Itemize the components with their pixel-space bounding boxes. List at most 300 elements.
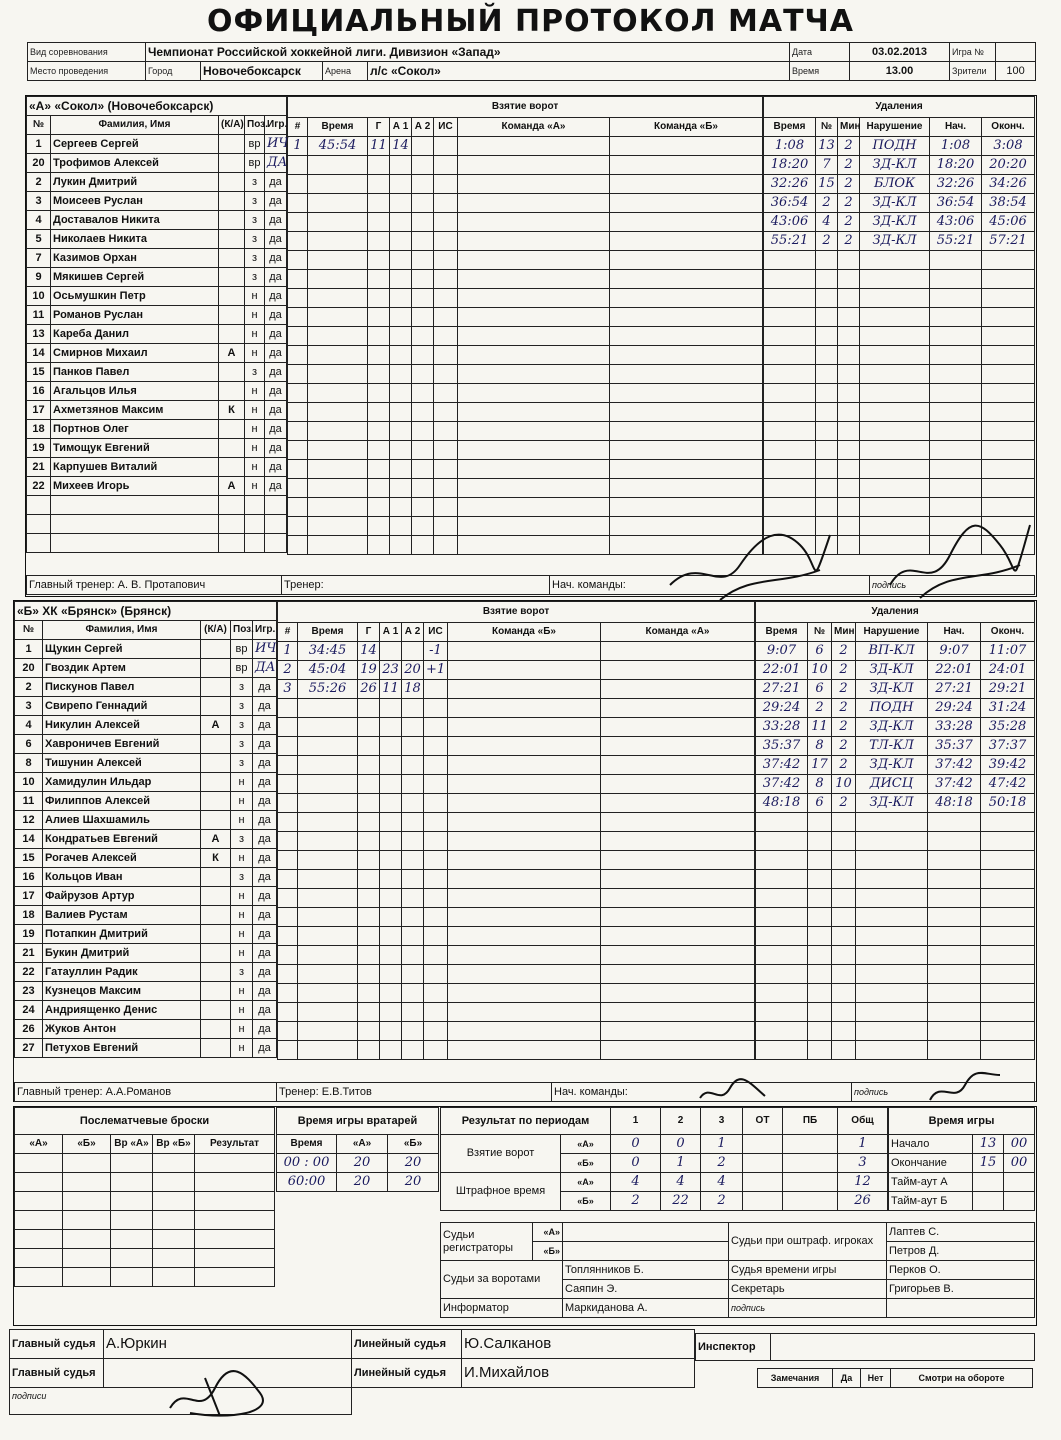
player-played <box>265 534 287 553</box>
player-number: 16 <box>27 382 51 401</box>
goal-row <box>288 251 763 270</box>
player-name <box>51 496 219 515</box>
player-position: з <box>231 754 253 773</box>
player-name: Портнов Олег <box>51 420 219 439</box>
shootout-cell <box>63 1154 111 1173</box>
penalty-minutes <box>838 498 860 517</box>
goal-row <box>278 775 755 794</box>
penalty-end <box>982 384 1035 403</box>
timeout-a-label: Тайм-аут А <box>889 1173 973 1192</box>
penalty-start <box>930 327 982 346</box>
player-role <box>219 458 245 477</box>
referees-table <box>9 1329 695 1415</box>
date-label: Дата <box>790 43 850 62</box>
penalty-violation <box>860 308 930 327</box>
player-position: н <box>245 306 265 325</box>
goal-scorer: 19 <box>358 661 380 680</box>
player-number: 26 <box>15 1020 43 1039</box>
goal-assist-2 <box>412 175 434 194</box>
player-played: да <box>265 344 287 363</box>
penalty-violation <box>860 327 930 346</box>
goal-team-b-onice <box>601 642 755 661</box>
player-position <box>245 496 265 515</box>
penalty-start <box>930 441 982 460</box>
inspector-label: Инспектор <box>696 1334 771 1361</box>
player-number: 3 <box>15 697 43 716</box>
pim-row-label: Штрафное время <box>441 1173 561 1211</box>
penalty-row <box>764 479 1035 498</box>
col-pen-start: Нач. <box>928 623 981 642</box>
shootout-cell <box>153 1192 195 1211</box>
penalty-end <box>981 908 1035 927</box>
penalty-start: 48:18 <box>928 794 981 813</box>
goal-assist-2 <box>412 289 434 308</box>
goal-assist-2 <box>412 156 434 175</box>
player-role <box>201 963 231 982</box>
player-played: ДА <box>265 154 287 173</box>
goal-assist-2 <box>412 441 434 460</box>
penalty-start: 1:08 <box>930 137 982 156</box>
penalty-minutes <box>838 365 860 384</box>
penalty-minutes <box>838 346 860 365</box>
goal-time <box>308 251 368 270</box>
player-position: н <box>245 420 265 439</box>
col-ka: (К/А) <box>201 621 231 640</box>
start-hour: 13 <box>973 1135 1004 1154</box>
goals-a-so <box>783 1135 838 1154</box>
team-b-penalties <box>755 601 1035 1060</box>
goal-is <box>424 965 448 984</box>
player-played: да <box>253 811 277 830</box>
goal-row <box>288 308 763 327</box>
penalty-row <box>756 984 1035 1003</box>
player-name: Ахметзянов Максим <box>51 401 219 420</box>
penalty-time <box>756 1003 808 1022</box>
goal-assist-1 <box>380 642 402 661</box>
player-played: да <box>253 830 277 849</box>
player-position: з <box>245 363 265 382</box>
goal-assist-1 <box>380 737 402 756</box>
penalty-row <box>756 870 1035 889</box>
goal-number <box>288 194 308 213</box>
goal-time <box>298 832 358 851</box>
penalty-player: 6 <box>808 642 832 661</box>
penalty-player <box>808 870 832 889</box>
goal-time <box>308 422 368 441</box>
player-name: Агальцов Илья <box>51 382 219 401</box>
goal-team-b-onice <box>601 756 755 775</box>
goal-is <box>424 737 448 756</box>
penalty-player: 10 <box>808 661 832 680</box>
player-name: Романов Руслан <box>51 306 219 325</box>
player-position: н <box>245 458 265 477</box>
penalty-minutes <box>838 403 860 422</box>
penalty-player: 6 <box>808 680 832 699</box>
goal-is <box>434 175 458 194</box>
shootout-cell <box>111 1249 153 1268</box>
player-role: К <box>219 401 245 420</box>
team-a-trainer-label: Тренер: <box>284 579 324 591</box>
period-col: ПБ <box>783 1108 838 1135</box>
goal-number <box>278 851 298 870</box>
penalty-row <box>756 889 1035 908</box>
goal-assist-2 <box>412 137 434 156</box>
player-role <box>201 697 231 716</box>
goals-a-total: 1 <box>838 1135 888 1154</box>
goal-team-b-onice <box>610 232 763 251</box>
shootout-col-result: Результат <box>195 1135 275 1154</box>
secretary: Григорьев В. <box>887 1280 1035 1299</box>
time-label: Время <box>790 62 850 81</box>
penalty-minutes: 2 <box>838 194 860 213</box>
goal-team-a-onice <box>448 965 601 984</box>
goal-number: 1 <box>278 642 298 661</box>
registrar-b <box>563 1242 729 1261</box>
player-number: 1 <box>15 640 43 659</box>
penalty-violation: ЗД-КЛ <box>856 756 928 775</box>
goal-team-b-onice <box>601 775 755 794</box>
goal-team-a-onice <box>458 422 610 441</box>
player-number: 24 <box>15 1001 43 1020</box>
goal-assist-1 <box>390 403 412 422</box>
player-number: 3 <box>27 192 51 211</box>
goal-team-a-onice <box>458 441 610 460</box>
goal-team-b-onice <box>601 680 755 699</box>
penalty-row <box>764 175 1035 194</box>
goal-assist-1 <box>390 232 412 251</box>
penalty-row <box>764 270 1035 289</box>
player-row <box>27 135 287 154</box>
player-played: да <box>265 420 287 439</box>
goal-team-b-onice <box>610 308 763 327</box>
penalty-row <box>756 946 1035 965</box>
goal-team-b-onice <box>601 851 755 870</box>
penalty-time <box>764 365 816 384</box>
player-row <box>27 439 287 458</box>
goal-team-b-onice <box>601 718 755 737</box>
linesman-1: Ю.Салканов <box>462 1330 695 1359</box>
penalty-player <box>816 251 838 270</box>
officials-sign-cell <box>887 1299 1035 1318</box>
goal-number <box>278 718 298 737</box>
penalty-start <box>928 851 981 870</box>
goal-time <box>298 775 358 794</box>
goal-team-a-onice <box>448 927 601 946</box>
shootout-row <box>15 1249 275 1268</box>
goal-is <box>424 870 448 889</box>
goal-is <box>434 384 458 403</box>
player-number: 14 <box>15 830 43 849</box>
goal-number <box>288 479 308 498</box>
player-played: да <box>253 925 277 944</box>
goal-time <box>308 517 368 536</box>
penalty-row <box>756 718 1035 737</box>
penalty-row <box>756 1022 1035 1041</box>
goals-b-total: 3 <box>838 1154 888 1173</box>
penalty-violation <box>860 403 930 422</box>
col-goal-a2: А 2 <box>402 623 424 642</box>
goal-row <box>278 1003 755 1022</box>
goal-is <box>424 984 448 1003</box>
goal-assist-2 <box>412 194 434 213</box>
player-row <box>27 363 287 382</box>
remarks-yes[interactable]: Да <box>833 1369 861 1388</box>
arena-value: л/с «Сокол» <box>368 62 790 81</box>
col-goal-time: Время <box>308 118 368 137</box>
penalty-start: 33:28 <box>928 718 981 737</box>
penalties-header: Удаления <box>756 602 1035 623</box>
player-role <box>201 773 231 792</box>
goal-scorer <box>368 232 390 251</box>
penalty-player <box>816 479 838 498</box>
penalty-violation <box>860 251 930 270</box>
player-role <box>219 249 245 268</box>
goal-team-a-onice <box>458 327 610 346</box>
goal-number <box>288 498 308 517</box>
goal-assist-1 <box>380 699 402 718</box>
penalty-player <box>808 984 832 1003</box>
goal-row <box>288 403 763 422</box>
goal-team-a-onice <box>448 984 601 1003</box>
goalie-col-b: «Б» <box>388 1135 439 1154</box>
player-number: 2 <box>27 173 51 192</box>
goal-team-a-onice <box>458 232 610 251</box>
penalty-minutes: 2 <box>838 175 860 194</box>
penalty-violation: ДИСЦ <box>856 775 928 794</box>
player-number: 18 <box>15 906 43 925</box>
col-goal-a1: А 1 <box>390 118 412 137</box>
penalty-end <box>981 946 1035 965</box>
player-position: н <box>231 982 253 1001</box>
penalty-end <box>981 870 1035 889</box>
goal-assist-1 <box>380 927 402 946</box>
player-position: н <box>231 1020 253 1039</box>
goal-team-a-onice <box>448 699 601 718</box>
penalty-row <box>764 156 1035 175</box>
shootout-cell <box>195 1268 275 1287</box>
shootout-cell <box>195 1211 275 1230</box>
col-pen-num: № <box>816 118 838 137</box>
penalty-minutes: 2 <box>832 680 856 699</box>
player-row <box>27 477 287 496</box>
player-position: з <box>245 268 265 287</box>
penalty-minutes <box>838 460 860 479</box>
periods-title: Результат по периодам <box>441 1108 611 1135</box>
goal-time <box>298 756 358 775</box>
goal-team-a-onice <box>448 851 601 870</box>
penalty-violation <box>860 346 930 365</box>
player-row <box>15 1020 277 1039</box>
shootout-cell <box>15 1211 63 1230</box>
player-name: Никулин Алексей <box>43 716 201 735</box>
penalty-time <box>756 851 808 870</box>
penalty-violation <box>856 1022 928 1041</box>
penalty-minutes: 2 <box>832 718 856 737</box>
goals-header: Взятие ворот <box>278 602 755 623</box>
penalty-time <box>756 832 808 851</box>
period-col: 3 <box>701 1108 743 1135</box>
pim-b-so <box>783 1192 838 1211</box>
penalty-time <box>756 1022 808 1041</box>
period-col: Общ <box>838 1108 888 1135</box>
penalty-minutes <box>838 308 860 327</box>
goal-team-a-onice <box>448 870 601 889</box>
player-row <box>27 325 287 344</box>
penalty-minutes: 2 <box>832 756 856 775</box>
team-b-trainer-label: Тренер: <box>279 1086 319 1098</box>
penalty-start <box>928 813 981 832</box>
goal-team-b-onice <box>601 889 755 908</box>
player-played: да <box>253 754 277 773</box>
penalty-minutes <box>832 946 856 965</box>
player-played: да <box>253 678 277 697</box>
penalty-minutes: 2 <box>832 699 856 718</box>
timekeeper-label: Судья времени игры <box>729 1261 887 1280</box>
penalty-player <box>816 460 838 479</box>
goal-is: -1 <box>424 642 448 661</box>
player-row <box>27 515 287 534</box>
linesman-label: Линейный судья <box>352 1359 462 1388</box>
player-name: Карпушев Виталий <box>51 458 219 477</box>
penalty-row <box>764 308 1035 327</box>
penalty-minutes <box>838 479 860 498</box>
team-b-trainer: Е.В.Титов <box>321 1086 372 1098</box>
penalty-violation <box>860 270 930 289</box>
goal-is <box>434 327 458 346</box>
shootout-cell <box>111 1230 153 1249</box>
goal-number <box>288 251 308 270</box>
goal-team-b-onice <box>601 832 755 851</box>
player-row <box>27 154 287 173</box>
goal-scorer <box>368 213 390 232</box>
penalty-minutes <box>838 270 860 289</box>
goal-team-a-onice <box>448 813 601 832</box>
goal-number <box>278 832 298 851</box>
goal-row <box>278 851 755 870</box>
goal-time <box>308 384 368 403</box>
goal-time <box>308 194 368 213</box>
penalty-time <box>764 498 816 517</box>
player-role <box>201 1001 231 1020</box>
col-goal-a2: А 2 <box>412 118 434 137</box>
player-position: з <box>231 868 253 887</box>
player-name: Филиппов Алексей <box>43 792 201 811</box>
penalty-minutes <box>832 927 856 946</box>
shootout-row <box>15 1154 275 1173</box>
goal-team-b-onice <box>601 1022 755 1041</box>
goal-row <box>288 232 763 251</box>
registrars-label: Судьи регистраторы <box>441 1223 533 1261</box>
goal-number <box>288 232 308 251</box>
goals-a-p1: 0 <box>611 1135 661 1154</box>
penalty-player <box>816 327 838 346</box>
penalty-player <box>808 965 832 984</box>
remarks-no[interactable]: Нет <box>861 1369 891 1388</box>
goal-row <box>278 699 755 718</box>
goal-time <box>308 308 368 327</box>
goal-time <box>308 346 368 365</box>
goal-row <box>278 1041 755 1060</box>
goal-team-a-onice <box>448 680 601 699</box>
player-name <box>51 534 219 553</box>
goal-time <box>298 870 358 889</box>
pim-b-total: 26 <box>838 1192 888 1211</box>
penalty-time: 37:42 <box>756 756 808 775</box>
penalty-player <box>816 384 838 403</box>
penalty-row <box>756 642 1035 661</box>
goal-team-b-onice <box>610 365 763 384</box>
penalty-start: 32:26 <box>930 175 982 194</box>
inspector-table <box>695 1333 1035 1361</box>
penalty-end <box>981 889 1035 908</box>
player-row <box>27 496 287 515</box>
goal-team-a-onice <box>458 498 610 517</box>
penalty-minutes <box>832 1022 856 1041</box>
penalty-start <box>928 927 981 946</box>
penalty-time <box>756 870 808 889</box>
goal-row <box>278 718 755 737</box>
goal-team-b-onice <box>601 984 755 1003</box>
player-number <box>27 515 51 534</box>
player-position: н <box>245 382 265 401</box>
page-title: ОФИЦИАЛЬНЫЙ ПРОТОКОЛ МАТЧА <box>207 4 854 39</box>
player-position: вр <box>231 659 253 678</box>
goal-team-b-onice <box>610 403 763 422</box>
penalty-end: 39:42 <box>981 756 1035 775</box>
goal-number <box>278 870 298 889</box>
goalie-col-a: «А» <box>337 1135 388 1154</box>
player-played: да <box>265 325 287 344</box>
col-num: № <box>27 116 51 135</box>
goal-assist-1 <box>390 460 412 479</box>
penalty-player <box>808 1022 832 1041</box>
goal-time <box>308 403 368 422</box>
penalty-row <box>764 327 1035 346</box>
pim-b-p1: 2 <box>611 1192 661 1211</box>
goal-team-b-onice <box>610 289 763 308</box>
goal-row <box>288 498 763 517</box>
player-row <box>15 906 277 925</box>
penalty-end <box>981 1022 1035 1041</box>
penalty-start <box>928 984 981 1003</box>
penalty-row <box>764 365 1035 384</box>
penalty-start: 37:42 <box>928 756 981 775</box>
shootout-cell <box>63 1192 111 1211</box>
player-name: Панков Павел <box>51 363 219 382</box>
player-position: з <box>245 173 265 192</box>
col-name: Фамилия, Имя <box>51 116 219 135</box>
goal-number <box>288 308 308 327</box>
penalty-row <box>756 908 1035 927</box>
goal-team-b-onice <box>610 156 763 175</box>
goal-team-a-onice <box>458 251 610 270</box>
referee-signature <box>160 1368 280 1424</box>
goal-time <box>298 813 358 832</box>
goal-assist-1 <box>380 1022 402 1041</box>
goal-team-a-onice <box>448 775 601 794</box>
goal-team-a-onice <box>448 737 601 756</box>
player-number: 9 <box>27 268 51 287</box>
player-row <box>15 887 277 906</box>
player-played: да <box>265 477 287 496</box>
goal-team-b-onice <box>601 813 755 832</box>
goals-b-p1: 0 <box>611 1154 661 1173</box>
player-name: Гвоздик Артем <box>43 659 201 678</box>
player-played: да <box>265 306 287 325</box>
period-col: ОТ <box>743 1108 783 1135</box>
penalty-end <box>982 460 1035 479</box>
shootout-cell <box>111 1211 153 1230</box>
